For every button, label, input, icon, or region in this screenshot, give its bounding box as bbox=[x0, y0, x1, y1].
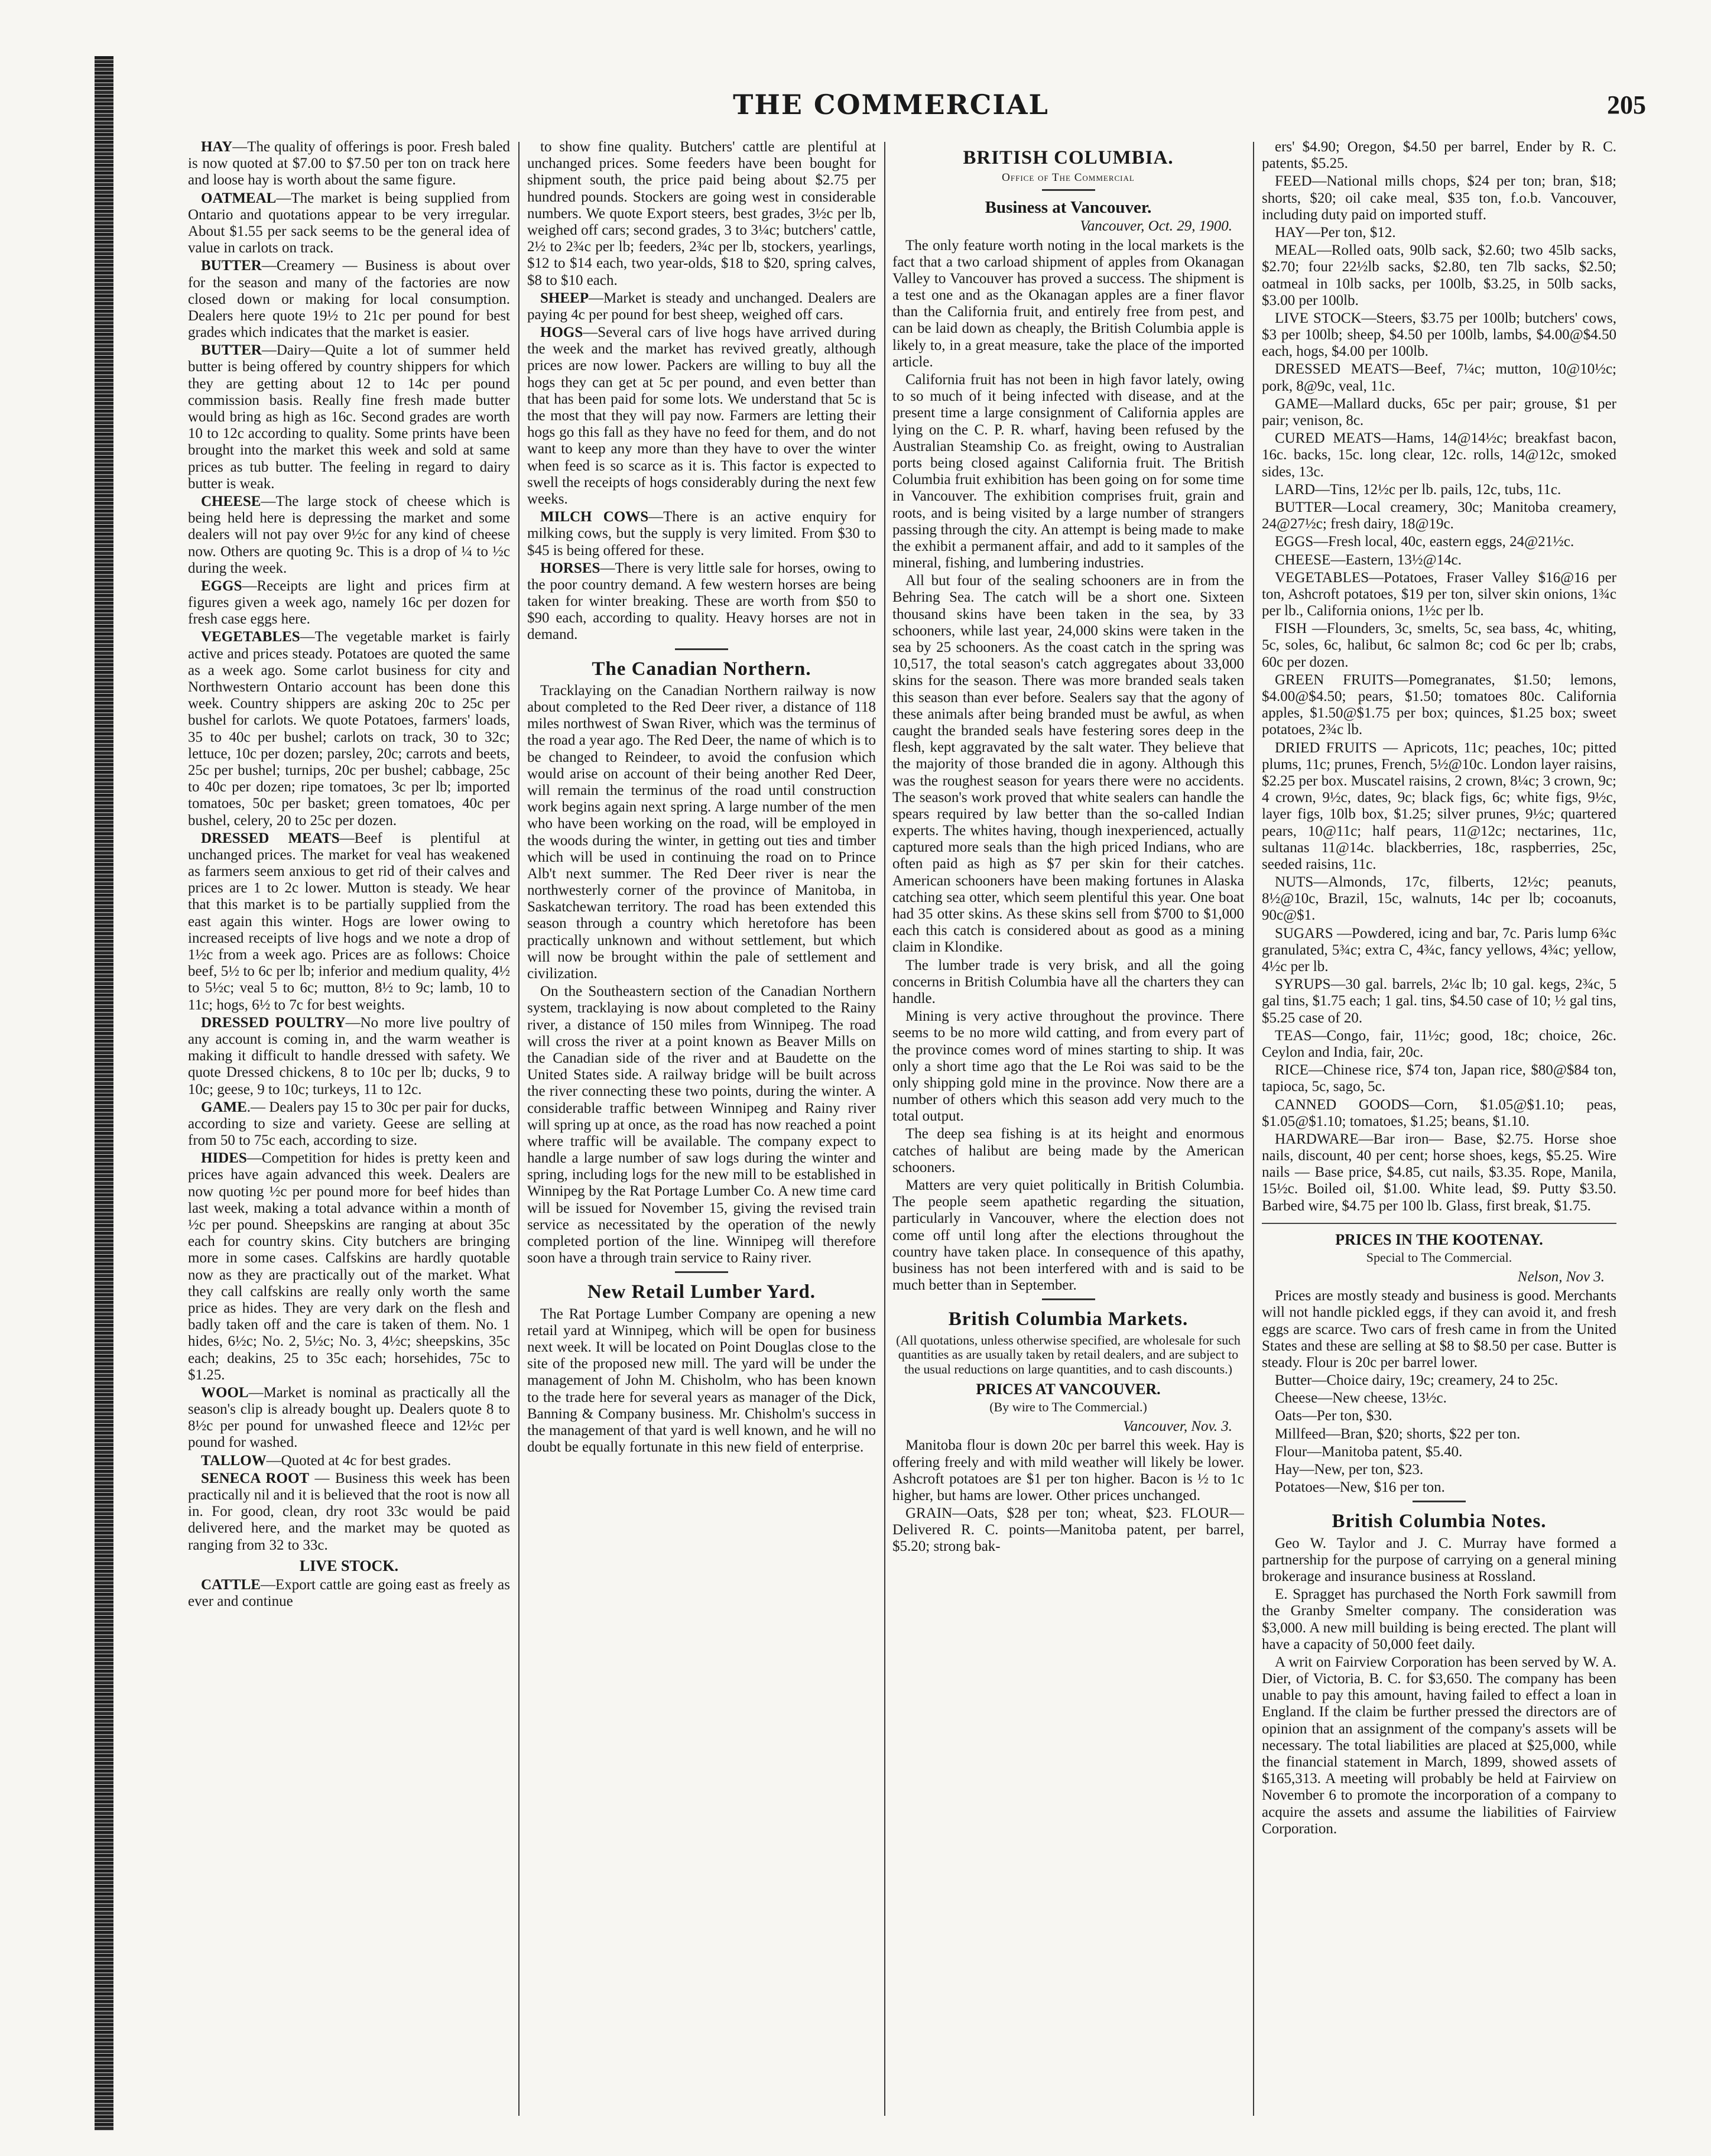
column-3 bbox=[892, 139, 1244, 2131]
section-divider bbox=[1042, 189, 1095, 191]
article-paragraph: FEED—National mills chops, $24 per ton; bran, $18; shorts, $20; oil cake meal, $35 ton, f.o.b. Vancouver, including duty paid on imported stuff. bbox=[1262, 173, 1616, 223]
canadian-northern-article bbox=[527, 683, 876, 1267]
report-paragraph: WOOL—Market is nominal as practically all the season's clip is already bought up. Dealers quote 8 to 8½c per pound for unwashed fleece and 12½c per pound for washed. bbox=[188, 1384, 510, 1451]
lumber-yard-article bbox=[527, 1306, 876, 1456]
vancouver-price-list bbox=[1262, 139, 1616, 1215]
article-paragraph: The Rat Portage Lumber Company are opening a new retail yard at Winnipeg, which will be open for business next week. It will be located on Point Douglas close to the site of the proposed new mill. The yard will be under the management of John M. Chisholm, who has been known to the trade here for several years as manager of the Dick, Banning & Company business. Mr. Chisholm's success in the management of that yard is well known, and he will no doubt be equally fortunate in this new field of enterprise. bbox=[527, 1306, 876, 1456]
article-paragraph: NUTS—Almonds, 17c, filberts, 12½c; peanuts, 8½@10c, Brazil, 15c, walnuts, 14c per lb; cocoanuts, 90c@$1. bbox=[1262, 874, 1616, 924]
article-paragraph: Geo W. Taylor and J. C. Murray have formed a partnership for the purpose of carrying on a general mining brokerage and insurance business at Rossland. bbox=[1262, 1535, 1616, 1584]
quotations-note: (All quotations, unless otherwise specified, are wholesale for such quantities as are usually taken by retail dealers, and are subject to the usual reductions on large quantities, and to cash discounts.) bbox=[896, 1332, 1241, 1377]
bc-notes-heading: British Columbia Notes. bbox=[1332, 1511, 1547, 1532]
article-paragraph: HARDWARE—Bar iron— Base, $2.75. Horse shoe nails, discount, 40 per cent; horse shoes, kegs, $5.25. Wire nails — Base price, $4.85, cut nails, $3.35. Rope, Manila, 15½c. Boiled oil, $1.00. White lead, $9. Putty $3.50. Barbed wire, $4.75 per 100 lb. Glass, first break, $1.75. bbox=[1262, 1131, 1616, 1214]
cattle-paragraph: CATTLE—Export cattle are going east as freely as ever and continue bbox=[188, 1577, 510, 1610]
article-paragraph: On the Southeastern section of the Canadian Northern system, tracklaying is now about completed to the Rainy river, a distance of 150 miles from Winnipeg. The road will cross the river at a point known as Beaver Mills on the Canadian side of the river and at Baudette on the United States side. A railway bridge will be built across the river connecting these two points, during the winter. A considerable traffic between Winnipeg and Rainy river will spring up at once, as the road has now reached a point where traffic will be available. The company expect to handle a large number of saw logs during the winter and spring, including logs for the new mill to be established in Winnipeg by the Rat Portage Lumber Co. A new time card will be issued for November 15, giving the revised train service as necessitated by the operation of the newly completed portion of the line. Winnipeg will therefore soon have a through train service to Rainy river. bbox=[527, 983, 876, 1267]
article-paragraph: Prices are mostly steady and business is good. Merchants will not handle pickled eggs, if they can avoid it, and fresh eggs are scarce. Two cars of fresh came in from the United States and these are selling at $8 to $8.50 per case. Butter is steady. Flour is 20c per barrel lower. bbox=[1262, 1288, 1616, 1371]
report-paragraph: DRESSED POULTRY—No more live poultry of any account is coming in, and the warm weather is making it difficult to handle dressed with safety. We quote Dressed chickens, 8 to 10c per lb; ducks, 9 to 10c; geese, 9 to 10c; turkeys, 11 to 12c. bbox=[188, 1014, 510, 1098]
section-divider bbox=[675, 648, 728, 650]
column-rule bbox=[884, 142, 885, 2116]
bc-notes bbox=[1262, 1535, 1616, 1837]
article-paragraph: HAY—Per ton, $12. bbox=[1275, 224, 1396, 241]
article-paragraph: ers' $4.90; Oregon, $4.50 per barrel, Ender by R. C. patents, $5.25. bbox=[1262, 139, 1616, 172]
report-paragraph: to show fine quality. Butchers' cattle are plentiful at unchanged prices. Some feeders have been bought for shipment south, the price paid being about $2.75 per hundred pounds. Stockers are going west in considerable numbers. We quote Export steers, best grades, 3½c per lb, weighed off cars; second grades, 3 to 3¼c; butchers' cattle, 2½ to 2¾c per lb; feeders, 2¾c per lb, stockers, yearlings, $12 to $14 each, two year-olds, $18 to $20, spring calves, $8 to $10 each. bbox=[527, 139, 876, 288]
report-paragraph: HAY—The quality of offerings is poor. Fresh baled is now quoted at $7.00 to $7.50 per ton on track here and loose hay is worth about the same figure. bbox=[188, 139, 510, 189]
report-paragraph: BUTTER—Creamery — Business is about over for the season and many of the factories are now closed down or making for local consumption. Dealers here quote 19½ to 21c per pound for best grades which indicates that the market is easier. bbox=[188, 258, 510, 341]
report-paragraph: VEGETABLES—The vegetable market is fairly active and prices steady. Potatoes are quoted the same as a week ago. Some carlot business for city and Northwestern Ontario account has been done this week. Country shippers are asking 20c to 25c per bushel for carlots. We quote Potatoes, farmers' loads, 35 to 40c per bushel; carlots on track, 30 to 32c; lettuce, 10c per dozen; parsley, 20c; carrots and beets, 25c per bushel; turnips, 20c per bushel; cabbage, 25c to 40c per dozen; ripe tomatoes, 3c per lb; imported tomatoes, 50c per basket; green tomatoes, 40c per bushel, celery, 20 to 25c per dozen. bbox=[188, 629, 510, 829]
page-number: 205 bbox=[1607, 90, 1646, 119]
article-paragraph: Matters are very quiet politically in British Columbia. The people seem apathetic regarding the situation, particularly in Vancouver, where the election does not come off until long after the elections throughout the country have taken place. In consequence of this apathy, business has not been interfered with and is said to be much better than in September. bbox=[892, 1177, 1244, 1294]
vancouver-article bbox=[892, 238, 1244, 1294]
column-rule bbox=[1253, 142, 1254, 2116]
article-paragraph: California fruit has not been in high favor lately, owing to so much of it being infected with disease, and at the present time a large consignment of California apples are lying on the C. P. R. wharf, having been refused by the Australian Steamship Co. as freight, owing to Australian ports being closed against California fruit. The British Columbia fruit exhibition has been going on for some time in Vancouver. The exhibition comprises fruit, grain and roots, and is being visited by a large number of strangers passing through the city. An attempt is being made to make the exhibit a permanent affair, and add to it samples of the mineral, fishing, and lumbering industries. bbox=[892, 372, 1244, 572]
article-paragraph: Flour—Manitoba patent, $5.40. bbox=[1275, 1443, 1463, 1460]
article-paragraph: LARD—Tins, 12½c per lb. pails, 12c, tubs, 11c. bbox=[1275, 481, 1561, 498]
report-paragraph: SENECA ROOT — Business this week has been practically nil and it is believed that the root is now all in. For good, clean, dry root 33c would be paid delivered here, and the market may be quoted as ranging from 32 to 33c. bbox=[188, 1470, 510, 1553]
by-wire-note: (By wire to The Commercial.) bbox=[989, 1400, 1147, 1415]
bc-markets-heading: British Columbia Markets. bbox=[948, 1308, 1189, 1330]
kootenay-prices bbox=[1262, 1288, 1616, 1496]
newspaper-title: THE COMMERCIAL bbox=[733, 89, 1049, 121]
section-divider bbox=[1262, 1223, 1616, 1224]
masthead bbox=[136, 89, 1646, 124]
article-paragraph: E. Spragget has purchased the North Fork sawmill from the Granby Smelter company. The consideration was $3,000. A new mill building is being erected. The plant will have a capacity of 50,000 feet daily. bbox=[1262, 1586, 1616, 1652]
article-paragraph: The deep sea fishing is at its height and enormous catches of halibut are being made by the American schooners. bbox=[892, 1126, 1244, 1176]
report-paragraph: SHEEP—Market is steady and unchanged. Dealers are paying 4c per pound for best sheep, weighed off cars. bbox=[527, 290, 876, 323]
article-paragraph: SUGARS —Powdered, icing and bar, 7c. Paris lump 6¾c granulated, 5¾c; extra C, 4¾c, fancy yellows, 4¾c; yellow, 4½c per lb. bbox=[1262, 925, 1616, 975]
report-paragraph: GAME.— Dealers pay 15 to 30c per pair for ducks, according to size and variety. Geese are selling at from 50 to 75c each, according to size. bbox=[188, 1099, 510, 1149]
section-divider bbox=[1413, 1501, 1466, 1502]
column-1 bbox=[188, 139, 510, 2131]
report-paragraph: HORSES—There is very little sale for horses, owing to the poor country demand. A few western horses are being taken for winter breaking. These are worth from $50 to $90 each, according to quality. Heavy horses are not in demand. bbox=[527, 560, 876, 643]
report-paragraph: MILCH COWS—There is an active enquiry for milking cows, but the supply is very limited. From $30 to $45 is being offered for these. bbox=[527, 509, 876, 559]
article-paragraph: DRESSED MEATS—Beef, 7¼c; mutton, 10@10½c; pork, 8@9c, veal, 11c. bbox=[1262, 361, 1616, 394]
article-paragraph: Tracklaying on the Canadian Northern railway is now about completed to the Red Deer river, a distance of 118 miles northwest of Swan River, which was the terminus of the road a year ago. The Red Deer, the name of which is to be changed to Reindeer, to avoid the confusion which would arise on account of their being another Red Deer, will remain the terminus of the road until construction work begins again next spring. A large number of the men who have been working on the road, will be employed in the woods during the winter, in getting out ties and timber which will be used in continuing the road on to Prince Alb't next summer. The Red Deer river is near the northwesterly corner of the province of Manitoba, in Saskatchewan territory. The road has been extended this season through a country which heretofore has been practically unknown and without settlement, but which will now be brought within the pale of settlement and civilization. bbox=[527, 682, 876, 982]
article-paragraph: GREEN FRUITS—Pomegranates, $1.50; lemons, $4.00@$4.50; pears, $1.50; tomatoes 80c. California apples, $1.50@$1.75 per box; quinces, $1.25 box; sweet potatoes, 2¾c lb. bbox=[1262, 671, 1616, 738]
article-paragraph: DRIED FRUITS — Apricots, 11c; peaches, 10c; pitted plums, 11c; prunes, French, 5½@10c. London layer raisins, $2.25 per box. Muscatel raisins, 2 crown, 8¼c; 3 crown, 9c; 4 crown, 9½c, dates, 9c; black figs, 6c; white figs, 9½c, layer figs, 10lb box, $1.25; silver prunes, 9½c; quartered pears, 10@11c; half pears, 11@12c; nectarines, 11c, sultanas 11@14c. blackberries, 18c, raspberries, 25c, seeded raisins, 11c. bbox=[1262, 739, 1616, 872]
report-paragraph: BUTTER—Dairy—Quite a lot of summer held butter is being offered by country shippers for which they are getting about 12 to 14c per pound commission basis. Really fine fresh made butter would bring as high as 16c. Second grades are worth 10 to 12c according to quality. Some prints have been brought into the market this week and sold at same prices as tub butter. The feeling in regard to dairy butter is weak. bbox=[188, 342, 510, 492]
article-paragraph: RICE—Chinese rice, $74 ton, Japan rice, $80@$84 ton, tapioca, 5c, sago, 5c. bbox=[1262, 1062, 1616, 1095]
article-paragraph: CANNED GOODS—Corn, $1.05@$1.10; peas, $1.05@$1.10; tomatoes, $1.25; beans, $1.10. bbox=[1262, 1096, 1616, 1129]
lumber-yard-heading: New Retail Lumber Yard. bbox=[587, 1281, 816, 1303]
article-paragraph: All but four of the sealing schooners are in from the Behring Sea. The catch will be a short one. Sixteen thousand skins have been taken in the sea, by 33 schooners, while last year, 24,000 skins were taken in the sea by 25 schooners. As the coast catch in the spring was 10,517, the total season's catch aggregates about 33,000 skins for the season. There was more branded seals taken this season than ever before. Sealers say that the agony of these animals after being branded must be awful, as when caught the branded seals have festering sores deep in the flesh, kept aggravated by the salt water. They believe that the majority of those branded die in agony. Although this was the roughest season for years there were no accidents. The season's work proved that white sealers can handle the spears required by law better than the so-called Indian experts. The whites having, though inexperienced, actually captured more seals than the high priced Indians, who are often paid as high as $7 per skin for their catches. American schooners have been making fortunes in Alaska catching sea otter, which seem plentiful this year. One boat had 35 otter skins. As these skins sell from $700 to $1,000 each this catch is considered about as good as a mining claim in Klondike. bbox=[892, 573, 1244, 956]
article-paragraph: Hay—New, per ton, $23. bbox=[1275, 1462, 1424, 1478]
markets-dateline: Vancouver, Nov. 3. bbox=[1123, 1418, 1232, 1435]
kootenay-dateline: Nelson, Nov 3. bbox=[1517, 1268, 1605, 1285]
vancouver-business-heading: Business at Vancouver. bbox=[985, 197, 1152, 217]
article-paragraph: LIVE STOCK—Steers, $3.75 per 100lb; butchers' cows, $3 per 100lb; sheep, $4.50 per 100lb, lambs, $4.00@$4.50 each, hogs, $4.00 per 100lb. bbox=[1262, 310, 1616, 360]
report-paragraph: TALLOW—Quoted at 4c for best grades. bbox=[201, 1452, 452, 1469]
british-columbia-heading: BRITISH COLUMBIA. bbox=[963, 147, 1174, 168]
article-paragraph: The lumber trade is very brisk, and all the going concerns in British Columbia have all the charters they can handle. bbox=[892, 957, 1244, 1006]
article-paragraph: VEGETABLES—Potatoes, Fraser Valley $16@16 per ton, Ashcroft potatoes, $19 per ton, silver skin onions, 1¾c per lb., California onions, 1½c per lb. bbox=[1262, 569, 1616, 619]
special-note: Special to The Commercial. bbox=[1366, 1250, 1512, 1265]
report-paragraph: HIDES—Competition for hides is pretty keen and prices have again advanced this week. Dealers are now quoting ½c per pound more for beef hides than last week, making a total advance within a month of ½c per pound. Sheepskins are ranging at about 35c each for country skins. City butchers are bringing more in some cases. Calfskins are hardly quotable now as they are practically out of the market. What they call calfskins are really only worth the same price as hides. They are very dark on the flesh and badly taken off and the care is taken of them. No. 1 hides, 6½c; No. 2, 5½c; No. 3, 4½c; sheepskins, 35c each; deakins, 25 to 35c each; horsehides, 75c to $1.25. bbox=[188, 1150, 510, 1383]
article-paragraph: GRAIN—Oats, $28 per ton; wheat, $23. FLOUR—Delivered R. C. points—Manitoba patent, per barrel, $5.20; strong bak- bbox=[892, 1505, 1244, 1555]
prices-vancouver-heading: PRICES AT VANCOUVER. bbox=[976, 1381, 1161, 1398]
report-paragraph: HOGS—Several cars of live hogs have arrived during the week and the market has revived greatly, although prices are now lower. Packers are willing to buy all the hogs they can get at 5c per pound, and even better than that has been paid for some lots. We understand that 5c is the most that they will pay now. Farmers are letting their hogs go this fall as they have no feed for them, and do not want to keep any more than they have to over the winter when feed is so scarce as it is. This factor is expected to swell the receipts of hogs considerably during the next few weeks. bbox=[527, 324, 876, 507]
canadian-northern-heading: The Canadian Northern. bbox=[592, 658, 811, 680]
article-paragraph: The only feature worth noting in the local markets is the fact that a two carload shipment of apples from Okanagan Valley to Vancouver has proved a success. The shipment is a test one and as the Okanagan apples are a finer flavor than the California fruit, and entirely free from pest, and can be laid down as cheaply, the British Columbia apple is likely to, in a great measure, take the place of the imported article. bbox=[892, 237, 1244, 370]
column-4 bbox=[1262, 139, 1616, 2131]
article-paragraph: CHEESE—Eastern, 13½@14c. bbox=[1275, 551, 1462, 568]
article-paragraph: Cheese—New cheese, 13½c. bbox=[1275, 1390, 1447, 1407]
article-paragraph: Mining is very active throughout the province. There seems to be no more wild catting, and from every part of the province comes word of mines starting to ship. It was only a short time ago that the Le Roi was said to be the only shipping gold mine in the province. Now there are a number of others which this season add very much to the total output. bbox=[892, 1008, 1244, 1125]
column-2 bbox=[527, 139, 876, 2131]
livestock-reports bbox=[527, 139, 876, 644]
dateline: Vancouver, Oct. 29, 1900. bbox=[1080, 218, 1232, 235]
article-paragraph: FISH —Flounders, 3c, smelts, 5c, sea bass, 4c, whiting, 5c, soles, 6c, halibut, 6c salmon 8c; cod 6c per lb; crabs, 60c per dozen. bbox=[1262, 621, 1616, 670]
section-divider bbox=[1042, 1298, 1095, 1300]
office-line: Office of The Commercial bbox=[1002, 171, 1135, 184]
article-paragraph: BUTTER—Local creamery, 30c; Manitoba creamery, 24@27½c; fresh dairy, 18@19c. bbox=[1262, 499, 1616, 532]
scan-binding-edge bbox=[95, 56, 113, 2131]
report-paragraph: OATMEAL—The market is being supplied from Ontario and quotations appear to be very irregular. About $1.55 per sack seems to be the general idea of value in carlots on track. bbox=[188, 190, 510, 256]
vancouver-prices bbox=[892, 1437, 1244, 1555]
article-paragraph: TEAS—Congo, fair, 11½c; good, 18c; choice, 26c. Ceylon and India, fair, 20c. bbox=[1262, 1027, 1616, 1060]
article-paragraph: EGGS—Fresh local, 40c, eastern eggs, 24@21½c. bbox=[1275, 534, 1574, 550]
article-paragraph: Oats—Per ton, $30. bbox=[1275, 1408, 1392, 1424]
report-paragraph: DRESSED MEATS—Beef is plentiful at unchanged prices. The market for veal has weakened as farmers seem anxious to get rid of their calves and prices are 1 to 2c lower. Mutton is steady. We hear that this market is to be partially supplied from the east again this winter. Hogs are lower owing to increased receipts of live hogs and we note a drop of 1½c from a week ago. Prices are as follows: Choice beef, 5½ to 6c per lb; inferior and medium quality, 4½ to 5½c; veal 5 to 6c; mutton, 8½ to 9c; lamb, 10 to 11c; hogs, 6½ to 7c for best weights. bbox=[188, 830, 510, 1013]
article-paragraph: SYRUPS—30 gal. barrels, 2¼c lb; 10 gal. kegs, 2¾c, 5 gal tins, $1.75 each; 1 gal. tins, $4.50 case of 10; ½ gal tins, $5.25 case of 20. bbox=[1262, 976, 1616, 1026]
kootenay-heading: PRICES IN THE KOOTENAY. bbox=[1335, 1230, 1543, 1248]
article-paragraph: Butter—Choice dairy, 19c; creamery, 24 to 25c. bbox=[1275, 1372, 1559, 1389]
report-paragraph: CHEESE—The large stock of cheese which is being held here is depressing the market and some dealers will not pay over 9½c for any kind of cheese now. Others are quoting 9c. This is a drop of ¼ to ½c during the week. bbox=[188, 493, 510, 576]
section-divider bbox=[675, 1271, 728, 1273]
report-paragraph: EGGS—Receipts are light and prices firm at figures given a week ago, namely 16c per dozen for fresh case eggs here. bbox=[188, 577, 510, 628]
article-paragraph: GAME—Mallard ducks, 65c per pair; grouse, $1 per pair; venison, 8c. bbox=[1262, 395, 1616, 428]
article-paragraph: Potatoes—New, $16 per ton. bbox=[1275, 1479, 1445, 1496]
article-paragraph: CURED MEATS—Hams, 14@14½c; breakfast bacon, 16c. backs, 15c. long clear, 12c. rolls, 14@12c, smoked sides, 13c. bbox=[1262, 430, 1616, 480]
live-stock-heading: LIVE STOCK. bbox=[299, 1557, 399, 1574]
article-paragraph: Manitoba flour is down 20c per barrel this week. Hay is offering freely and with mild weather will likely be lower. Ashcroft potatoes are $1 per ton higher. Bacon is ½ to 1c higher, but hams are lower. Other prices unchanged. bbox=[892, 1437, 1244, 1504]
article-paragraph: MEAL—Rolled oats, 90lb sack, $2.60; two 45lb sacks, $2.70; four 22½lb sacks, $2.80, ten 7lb sacks, $2.50; oatmeal in 10lb sacks, per 100lb, $3.25, in 50lb sacks, $3.00 per 100lb. bbox=[1262, 242, 1616, 309]
column-rule bbox=[518, 142, 520, 2116]
article-paragraph: A writ on Fairview Corporation has been served by W. A. Dier, of Victoria, B. C. for $3,650. The company has been unable to pay this amount, having failed to effect a loan in England. If the claim be further pressed the directors are of opinion that an assignment of the company's assets will be necessary. The total liabilities are placed at $25,000, while the financial statement in March, 1899, showed assets of $165,313. A meeting will probably be held at Fairview on November 6 to promote the incorporation of a company to acquire the assets and assume the liabilities of Fairview Corporation. bbox=[1262, 1654, 1616, 1837]
market-reports bbox=[188, 139, 510, 1554]
article-paragraph: Millfeed—Bran, $20; shorts, $22 per ton. bbox=[1275, 1426, 1521, 1442]
